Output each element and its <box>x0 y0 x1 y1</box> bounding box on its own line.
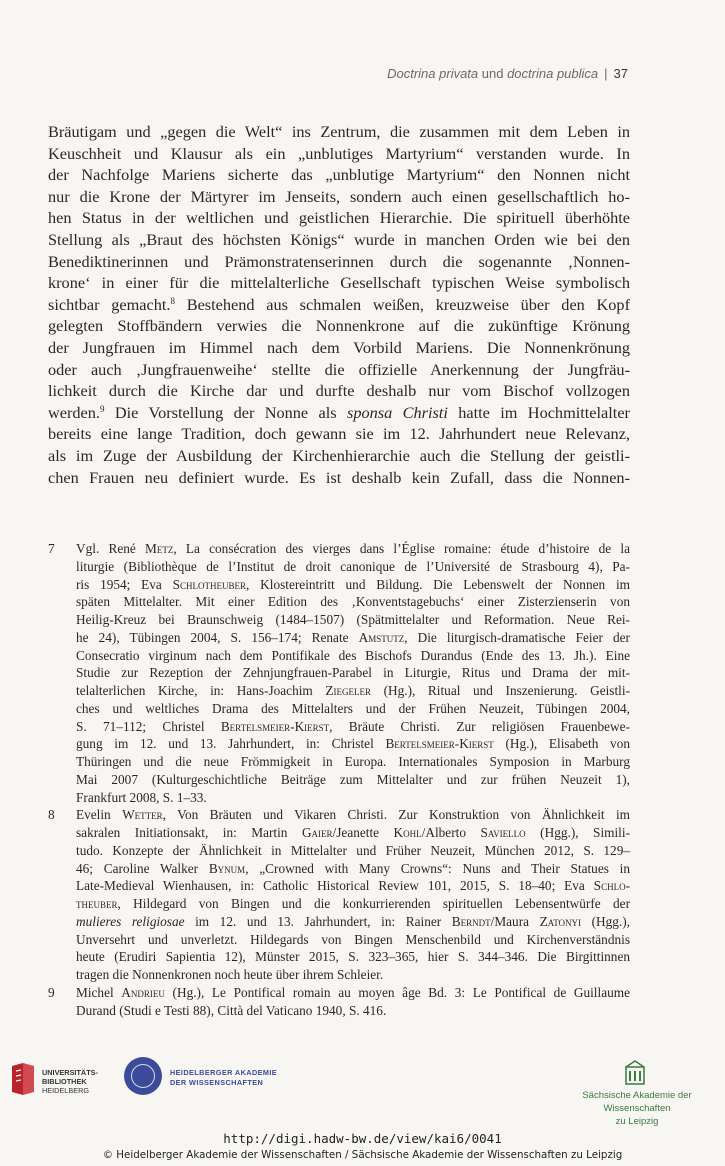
footnote-line: Mai 2007 (Kulturgeschichtliche Beiträge zum Mittelalter und zur frühen Neuzeit 1), <box>76 771 630 787</box>
ub-name-line: UNIVERSITÄTS- <box>42 1068 98 1077</box>
footnote-line <box>76 806 630 824</box>
footnote-line: Consecratio virginum nach dem Pontifikale des Bischofs Durandus (Ende des 13. Jh.). Eine <box>76 647 630 663</box>
author-name: Wetter <box>122 807 163 823</box>
footnote-line <box>76 576 630 594</box>
footnote-line <box>76 629 630 647</box>
copyright-notice: © Heidelberger Akademie der Wissenschaften / Sächsische Akademie der Wissenschaften zu Leipzig <box>102 1149 623 1161</box>
footnote-line: Frankfurt 2008, S. 1–33. <box>76 789 207 805</box>
running-title-part1: Doctrina privata <box>387 66 479 81</box>
text-segment: /Jeanette <box>332 825 394 840</box>
ub-name-line: HEIDELBERG <box>42 1086 90 1095</box>
footnote-line: tudo. Konzepte der Ähnlichkeit in Mittelalter und Früher Neuzeit, München 2012, S. 129– <box>76 842 630 858</box>
footnote-number: 7 <box>48 541 55 556</box>
footnote-line: tragen die Nonnenkronen noch heute über ihrem Schleier. <box>76 967 384 982</box>
author-name: Schlotheuber <box>172 576 247 592</box>
footnote-8 <box>48 806 630 984</box>
author-name: Saviello <box>480 825 526 840</box>
page-number: 37 <box>613 66 628 81</box>
text-segment: S. 71–112; Christel <box>76 718 221 734</box>
author-name: theuber <box>76 896 118 911</box>
text-segment: , Die liturgisch-dramatische Feier der <box>404 629 630 645</box>
saw-name-line: zu Leipzig <box>615 1116 659 1127</box>
main-text <box>48 121 630 488</box>
ub-emblem-icon <box>9 1062 37 1096</box>
text-line: Bräutigam und „gegen die Welt“ ins Zentrum, die zusammen mit dem Leben in <box>48 122 630 141</box>
footnote-number: 8 <box>48 807 55 823</box>
text-segment: ris 1954; Eva <box>76 576 173 592</box>
footnote-line: heute (Erudiri Sapientia 12), Münster 2015, S. 323–365, hier S. 344–346. Die Birgittinnen <box>76 949 630 965</box>
text-segment: , La consécration des vierges dans l’Église romaine: étude d’histoire de la <box>173 541 630 556</box>
hadw-logo[interactable] <box>124 1057 314 1103</box>
text-line: oder auch ‚Jungfrauenweihe‘ stellte die offizielle Anerkennung der Jungfräu- <box>48 359 630 379</box>
text-segment: (Hg.), Elisabeth von <box>493 736 630 752</box>
text-line <box>48 402 630 424</box>
source-url-link[interactable]: http://digi.hadw-bw.de/view/kai6/0041 <box>223 1131 502 1146</box>
text-segment: (Hg.), Le Pontifical romain au moyen âge Bd. 3: Le Pontifical de Guillaume <box>164 984 630 1000</box>
footnote-line: Thüringen und die neue Frömmigkeit in Europa. Internationales Symposion in Marburg <box>76 754 630 769</box>
text-segment: (Hg.), Ritual und Inszenierung. Geistli- <box>370 683 630 698</box>
footnote-line <box>76 984 630 1002</box>
text-segment: werden. <box>48 402 100 422</box>
footer-logos <box>0 1052 725 1136</box>
footnote-line: liturgie (Bibliothèque de l’Institut de droit canonique de l’Université de Strasbourg 4), Pa- <box>76 558 630 574</box>
text-segment: Vgl. René <box>76 541 146 556</box>
text-segment: telalterlichen Kirche, in: Hans-Joachim <box>76 683 326 698</box>
text-segment: /Maura <box>490 913 540 929</box>
footnote-line: Studie zur Rezeption der Zehnjungfrauen-Parabel in Liturgie, Ritus und Drama der mit- <box>76 665 630 681</box>
text-line: Keuschheit und Klausur als ein „unblutiges Martyrium“ verstanden wurde. In <box>48 143 630 163</box>
saw-leipzig-logo[interactable] <box>552 1059 722 1131</box>
author-name: Gaier <box>301 825 333 840</box>
text-segment: , Bräute Christi. Zur religiösen Frauenbewe- <box>329 718 630 734</box>
footnote-ref-8[interactable]: 8 <box>170 295 175 306</box>
footnote-ref-9[interactable]: 9 <box>99 403 105 414</box>
footnotes <box>48 540 630 1019</box>
author-name: Bertelsmeier-Kierst <box>385 736 494 752</box>
hadw-seal-icon <box>124 1057 162 1095</box>
text-segment: 46; Caroline Walker <box>76 860 209 876</box>
ub-heidelberg-logo[interactable] <box>9 1062 119 1104</box>
author-name: Kohl <box>393 825 422 840</box>
footnote-line <box>76 895 630 913</box>
text-segment: sakralen Initiationsakt, in: Martin <box>76 825 302 840</box>
hadw-name-line: HEIDELBERGER AKADEMIE <box>170 1068 278 1077</box>
text-line: Stellung als „Braut des höchsten Königs“ wurde in manchen Orden wie bei den <box>48 229 630 249</box>
text-segment: /Alberto <box>421 825 481 840</box>
text-segment: im 12. und 13. Jahrhundert, in: Rainer <box>184 913 452 929</box>
footnote-line <box>76 735 630 753</box>
running-title-part2: doctrina publica <box>507 66 599 81</box>
footnote-line <box>76 860 630 878</box>
text-segment: (Hgg.), <box>581 913 630 929</box>
author-name: Zatonyi <box>539 913 582 929</box>
text-segment: Evelin <box>76 807 123 823</box>
hadw-name-line: DER WISSENSCHAFTEN <box>170 1077 264 1087</box>
text-line: krone‘ in einer für die mittelalterliche Gesellschaft typischen Weise symbolisch <box>48 273 630 293</box>
author-name: Bertelsmeier-Kierst <box>220 718 330 734</box>
italic-term: mulieres religiosae <box>76 913 185 929</box>
header-separator: | <box>604 66 608 81</box>
text-segment: Michel <box>76 984 122 1000</box>
saw-name-line: Sächsische Akademie der Wissenschaften <box>582 1090 692 1114</box>
text-segment: Die Vorstellung der Nonne als <box>104 402 347 422</box>
text-segment: , Von Bräuten und Vikaren Christi. Zur Konstruktion von Ähnlichkeit im <box>162 807 630 823</box>
text-line: gelegten Stoffbändern verwies die Nonnenkrone auf die zukünftige Krönung <box>48 316 630 336</box>
running-header <box>387 66 628 81</box>
text-segment: , Klostereintritt und Bildung. Die Lebenswelt der Nonnen im <box>246 576 630 592</box>
text-line: als im Zuge der Ausbildung der Kirchenhierarchie auch die Stellung der geistli- <box>48 445 630 465</box>
ub-name-line: BIBLIOTHEK <box>42 1077 87 1086</box>
author-name: Bynum <box>208 860 246 876</box>
footnote-line <box>76 913 630 931</box>
footnote-9 <box>48 984 630 1020</box>
text-segment: hatte im Hochmittelalter <box>447 402 630 422</box>
text-segment: , „Crowned with Many Crowns“: Nuns and Their Statues in <box>245 860 630 876</box>
text-segment: Late-Medieval Wienhausen, in: Catholic Historical Review 101, 2015, S. 18–40; Eva <box>76 878 594 894</box>
text-line: der Jungfrauen im Himmel nach dem Vorbild Mariens. Die Nonnenkrönung <box>48 337 630 357</box>
text-line: bereits eine lange Tradition, doch gewann sie im 12. Jahrhundert neue Relevanz, <box>48 424 630 444</box>
text-line: Benediktinerinnen und Prämonstratenserinnen durch die sogenannte ‚Nonnen- <box>48 251 630 271</box>
author-name: Ziegeler <box>325 683 371 698</box>
text-segment: sichtbar gemacht. <box>48 294 171 314</box>
text-line: nur die Krone der Märtyrer im Jenseits, sondern auch einen gesellschaftlich ho- <box>48 186 630 206</box>
text-segment: Bestehend aus schmalen weißen, kreuzweise über den Kopf <box>174 294 630 314</box>
text-segment: (Hgg.), Simili- <box>525 825 630 840</box>
footnote-line <box>76 540 630 558</box>
footnote-number: 9 <box>48 984 55 1000</box>
text-line <box>48 294 630 316</box>
footnote-line: späten Mittelalter. Mit einer Edition des ‚Konventstagebuchs‘ einer Zisterzienserin von <box>76 594 630 610</box>
footnote-line <box>76 682 630 700</box>
text-segment: , Hildegard von Bingen und die konkurrierenden spirituellen Lebensentwürfe der <box>117 896 630 911</box>
text-segment: he 24), Tübingen 2004, S. 156–174; Renate <box>76 629 359 645</box>
footnote-line: Durand (Studi e Testi 88), Città del Vaticano 1940, S. 416. <box>76 1002 387 1018</box>
text-segment: gung im 12. und 13. Jahrhundert, in: Christel <box>76 736 386 752</box>
footnote-line <box>76 824 630 842</box>
author-name: Metz <box>145 541 174 556</box>
footnote-line <box>76 718 630 736</box>
running-title-connector: und <box>478 66 508 81</box>
text-line: der Nachfolge Mariens sicherte das „unblutige Martyrium“ den Nonnen nicht <box>48 165 630 185</box>
text-line: hen Status in der weltlichen und geistlichen Hierarchie. Die spirituell überhöhte <box>48 208 630 228</box>
footnote-7 <box>48 540 630 806</box>
footnote-line: Unversehrt und unverletzt. Hildegards von Bingen Menschenbild und Kirchenverständnis <box>76 931 630 947</box>
author-name: Schlo- <box>593 878 630 894</box>
footnote-line <box>76 877 630 895</box>
author-name: Amstutz <box>358 629 405 645</box>
saw-building-icon <box>625 1059 645 1085</box>
italic-term: sponsa Christi <box>347 402 448 422</box>
footnote-line: ches und weltliches Drama des Mittelalters und der Frühen Neuzeit, Tübingen 2004, <box>76 700 630 716</box>
text-line: lichkeit durch die Kirche dar und durfte deshalb nur vom Bischof vollzogen <box>48 381 630 401</box>
author-name: Andrieu <box>121 984 165 1000</box>
footnote-line: Heilig-Kreuz bei Braunschweig (1484–1507) (Spätmittelalter und Reformation. Neue Rei- <box>76 612 630 627</box>
author-name: Berndt <box>451 913 491 929</box>
text-line: chen Frauen neu definiert wurde. Es ist deshalb kein Zufall, dass die Nonnen- <box>48 467 630 487</box>
